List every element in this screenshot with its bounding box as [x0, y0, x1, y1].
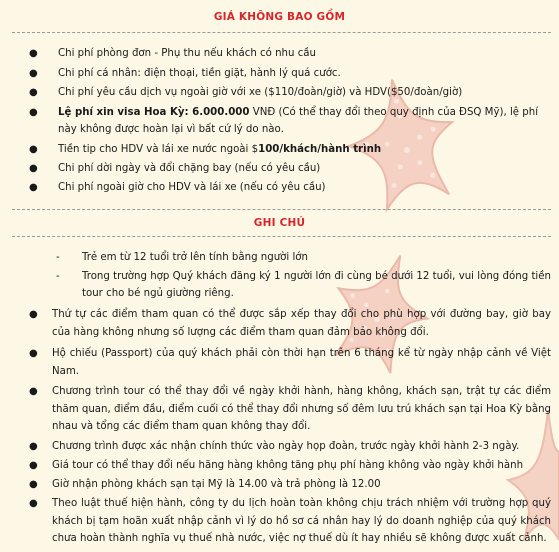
bullet: ●	[29, 68, 38, 79]
excluded-section-title: GIÁ KHÔNG BAO GỒM	[213, 11, 346, 23]
visa-fee-bold: Lệ phí xin visa Hoa Kỳ: 6.000.000	[58, 107, 250, 118]
bullet: ●	[29, 386, 38, 397]
bullet: ●	[29, 309, 38, 320]
bullet: ●	[29, 87, 38, 98]
bullet: ●	[29, 182, 38, 193]
divider	[12, 32, 551, 33]
bullet: ●	[29, 460, 38, 471]
visa-fee-rest: VNĐ (Có thể thay đổi theo quy định của ĐSQ Mỹ), lệ phí này không được hoàn lại vì bất cứ lý do nào.	[58, 107, 539, 135]
tip-bold: 100/khách/hành trình	[258, 144, 382, 155]
bullet: ●	[29, 479, 38, 490]
bullet: ●	[29, 498, 38, 509]
bullet: ●	[29, 144, 38, 155]
bullet: ●	[29, 163, 38, 174]
dash-marker: -	[56, 271, 60, 282]
bullet: ●	[29, 348, 38, 359]
divider	[12, 209, 551, 210]
divider	[12, 236, 551, 237]
bullet: ●	[29, 441, 38, 452]
bullet: ●	[29, 48, 38, 59]
page: GIÁ KHÔNG BAO GỒM ● Chi phí phòng đơn - Phụ thu nếu khách có nhu cầu ● Chi phí cá nhân: điện thoại, tiền giặt, hành lý quá cước. ● Chi phí yêu cầu dịch vụ ngoài giờ với xe ($110/đoàn/giờ) và HDV($50/đoàn/giờ) ● Lệ phí xin visa Hoa Kỳ: 6.000.000 VNĐ (Có thể thay đổi theo quy định của ĐSQ Mỹ), lệ phí này không được hoàn lại vì bất cứ lý do nào. ● Tiền tip cho HDV và lái xe nước ngoài $100/khách/hành trình ● Chi phí dời ngày và đổi chặng bay (nếu có yêu cầu) ● Chi phí ngoài giờ cho HDV và lái xe (nếu có yêu cầu) GHI CHÚ - Trẻ em từ 12 tuổi trở lên tính bằng người lớn - Trong trường hợp Quý khách đăng ký 1 người lớn đi cùng bé dưới 12 tuổi, vui lòng đóng tiền tour cho bé ngủ giường riêng. ● Thứ tự các điểm tham quan có thể được sắp xếp thay đổi cho phù hợp với đường bay, giờ bay của hàng không nhưng số lượng các điểm tham quan đảm bảo không đổi. ● Hộ chiếu (Passport) của quý khách phải còn thời hạn trên 6 tháng kể từ ngày nhập cảnh về Việt Nam. ● Chương trình tour có thể thay đổi về ngày khởi hành, hàng không, khách sạn, trật tự các điểm thăm quan, điểm đầu, điểm cuối có thể thay đổi nhưng số đêm lưu trú khách sạn tại Hoa Kỳ bằng nhau và tổng các điểm tham quan không thay đổi. ● Chương trình được xác nhận chính thức vào ngày họp đoàn, trước ngày khởi hành 2-3 ngày. ● Giá tour có thể thay đổi nếu hãng hàng không tăng phụ phí hàng không vào ngày khởi hành ● Giờ nhận phòng khách sạn tại Mỹ là 14.00 và trả phòng là 12.00 ● Theo luật thuế hiện hành, công ty du lịch hoàn toàn không chịu trách nhiệm với trường hợp quý khách bị tạm hoãn xuất nhập cảnh vì lý do hồ sơ cá nhân hay lý do doanh nghiệp của quý khách chưa hoàn thành nghĩa vụ thuế nhà nước, việc nợ thuế dù ít hay nhiều sẽ không được xuất cảnh.	[0, 0, 559, 552]
notes-section-title: GHI CHÚ	[253, 217, 306, 229]
dash-marker: -	[56, 252, 60, 263]
tip-plain: Tiền tip cho HDV và lái xe nước ngoài $	[58, 144, 259, 155]
bullet: ●	[29, 107, 38, 118]
